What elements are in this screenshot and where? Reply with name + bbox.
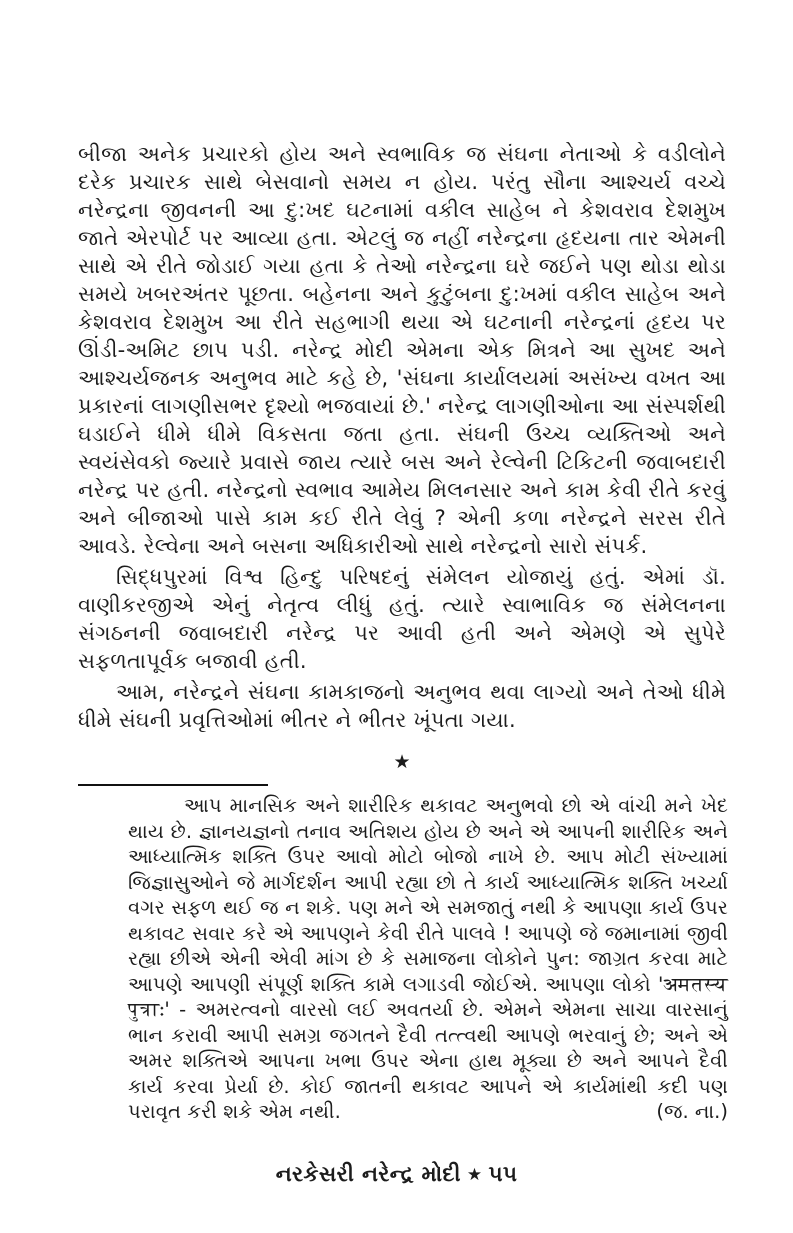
footer-book-title: નરકેસરી નરેન્દ્ર મોદી	[275, 1162, 461, 1187]
footer-page-number: ૫૫	[488, 1162, 518, 1187]
footnote-block	[128, 793, 728, 1125]
body-paragraph-1: બીજા અનેક પ્રચારકો હોય અને સ્વભાવિક જ સંઘના નેતાઓ કે વડીલોને દરેક પ્રચારક સાથે બેસવાનો સમય ન હોય. પરંતુ સૌના આશ્ચર્ય વચ્ચે નરેન્દ્રના જીવનની આ દુ:ખદ ઘટનામાં વકીલ સાહેબ ને કેશવરાવ દેશમુખ જાતે એરપોર્ટ પર આવ્યા હતા. એટલું જ નહીં નરેન્દ્રના હૃદયના તાર એમની સાથે એ રીતે જોડાઈ ગયા હતા કે તેઓ નરેન્દ્રના ઘરે જઈને પણ થોડા થોડા સમયે ખબરઅંતર પૂછતા. બહેનના અને કુટુંબના દુ:ખમાં વકીલ સાહેબ અને કેશવરાવ દેશમુખ આ રીતે સહભાગી થયા એ ઘટનાની નરેન્દ્રનાં હૃદય પર ઊંડી-અમિટ છાપ પડી. નરેન્દ્ર મોદી એમના એક મિત્રને આ સુખદ અને આશ્ચર્યજનક અનુભવ માટે કહે છે, 'સંઘના કાર્યાલયમાં અસંખ્ય વખત આ પ્રકારનાં લાગણીસભર દૃશ્યો ભજવાયાં છે.' નરેન્દ્ર લાગણીઓના આ સંસ્પર્શથી ઘડાઈને ધીમે ધીમે વિકસતા જતા હતા. સંઘની ઉચ્ચ વ્યક્તિઓ અને સ્વયંસેવકો જ્યારે પ્રવાસે જાય ત્યારે બસ અને રેલ્વેની ટિકિટની જવાબદારી નરેન્દ્ર પર હતી. નરેન્દ્રનો સ્વભાવ આમેય મિલનસાર અને કામ કેવી રીતે કરવું અને બીજાઓ પાસે કામ કઈ રીતે લેવું ? એની કળા નરેન્દ્રને સરસ રીતે આવડે. રેલ્વેના અને બસના અધિકારીઓ સાથે નરેન્દ્રનો સારો સંપર્ક.	[78, 142, 726, 558]
footer-star-icon: ★	[466, 1165, 483, 1185]
footnote-separator-rule	[78, 784, 268, 786]
footnote-attribution: (જ. ના.)	[656, 1100, 728, 1123]
page-content	[78, 140, 726, 1125]
footnote-text: આપ માનસિક અને શારીરિક થકાવટ અનુભવો છો એ વાંચી મને ખેદ થાય છે. જ્ઞાનયજ્ઞનો તનાવ અતિશય હોય છે અને એ આપની શારીરિક અને આધ્યાત્મિક શક્તિ ઉપર આવો મોટો બોજો નાખે છે. આપ મોટી સંખ્યામાં જિજ્ઞાસુઓને જે માર્ગદર્શન આપી રહ્યા છો તે કાર્ય આધ્યાત્મિક શક્તિ ખર્ચ્યા વગર સફળ થઈ જ ન શકે. પણ મને એ સમજાતું નથી કે આપણા કાર્ય ઉપર થકાવટ સવાર કરે એ આપણને કેવી રીતે પાલવે ! આપણે જે જમાનામાં જીવી રહ્યા છીએ એની એવી માંગ છે કે સમાજના લોકોને પુન: જાગ્રત કરવા માટે આપણે આપણી સંપૂર્ણ શક્તિ કામે લગાડવી જોઈએ. આપણા લોકો 'अमतस्य पुत्राः' - અમરત્વનો વારસો લઈ અવતર્યા છે. એમને એમના સાચા વારસાનું ભાન કરાવી આપી સમગ્ર જગતને દૈવી તત્ત્વથી આપણે ભરવાનું છે; અને એ અમર શક્તિએ આપના ખભા ઉપર એના હાથ મૂક્યા છે અને આપને દૈવી કાર્ય કરવા પ્રેર્યા છે. કોઈ જાતની થકાવટ આપને એ કાર્યમાંથી કદી પણ પરાવૃત કરી શકે એમ નથી.	[128, 794, 728, 1123]
body-paragraph-3: આમ, નરેન્દ્રને સંઘના કામકાજનો અનુભવ થવા લાગ્યો અને તેઓ ધીમે ધીમે સંઘની પ્રવૃત્તિઓમાં ભીતર ને ભીતર ખૂંપતા ગયા.	[78, 680, 726, 732]
page-footer	[0, 1162, 793, 1187]
section-divider-star-icon: ★	[393, 751, 411, 773]
body-paragraph-2: સિદ્ધપુરમાં વિશ્વ હિન્દુ પરિષદનું સંમેલન યોજાયું હતું. એમાં ડૉ. વાણીકરજીએ એનું નેતૃત્વ લીધું હતું. ત્યારે સ્વાભાવિક જ સંમેલનના સંગઠનની જવાબદારી નરેન્દ્ર પર આવી હતી અને એમણે એ સુપેરે સફળતાપૂર્વક બજાવી હતી.	[78, 565, 726, 673]
